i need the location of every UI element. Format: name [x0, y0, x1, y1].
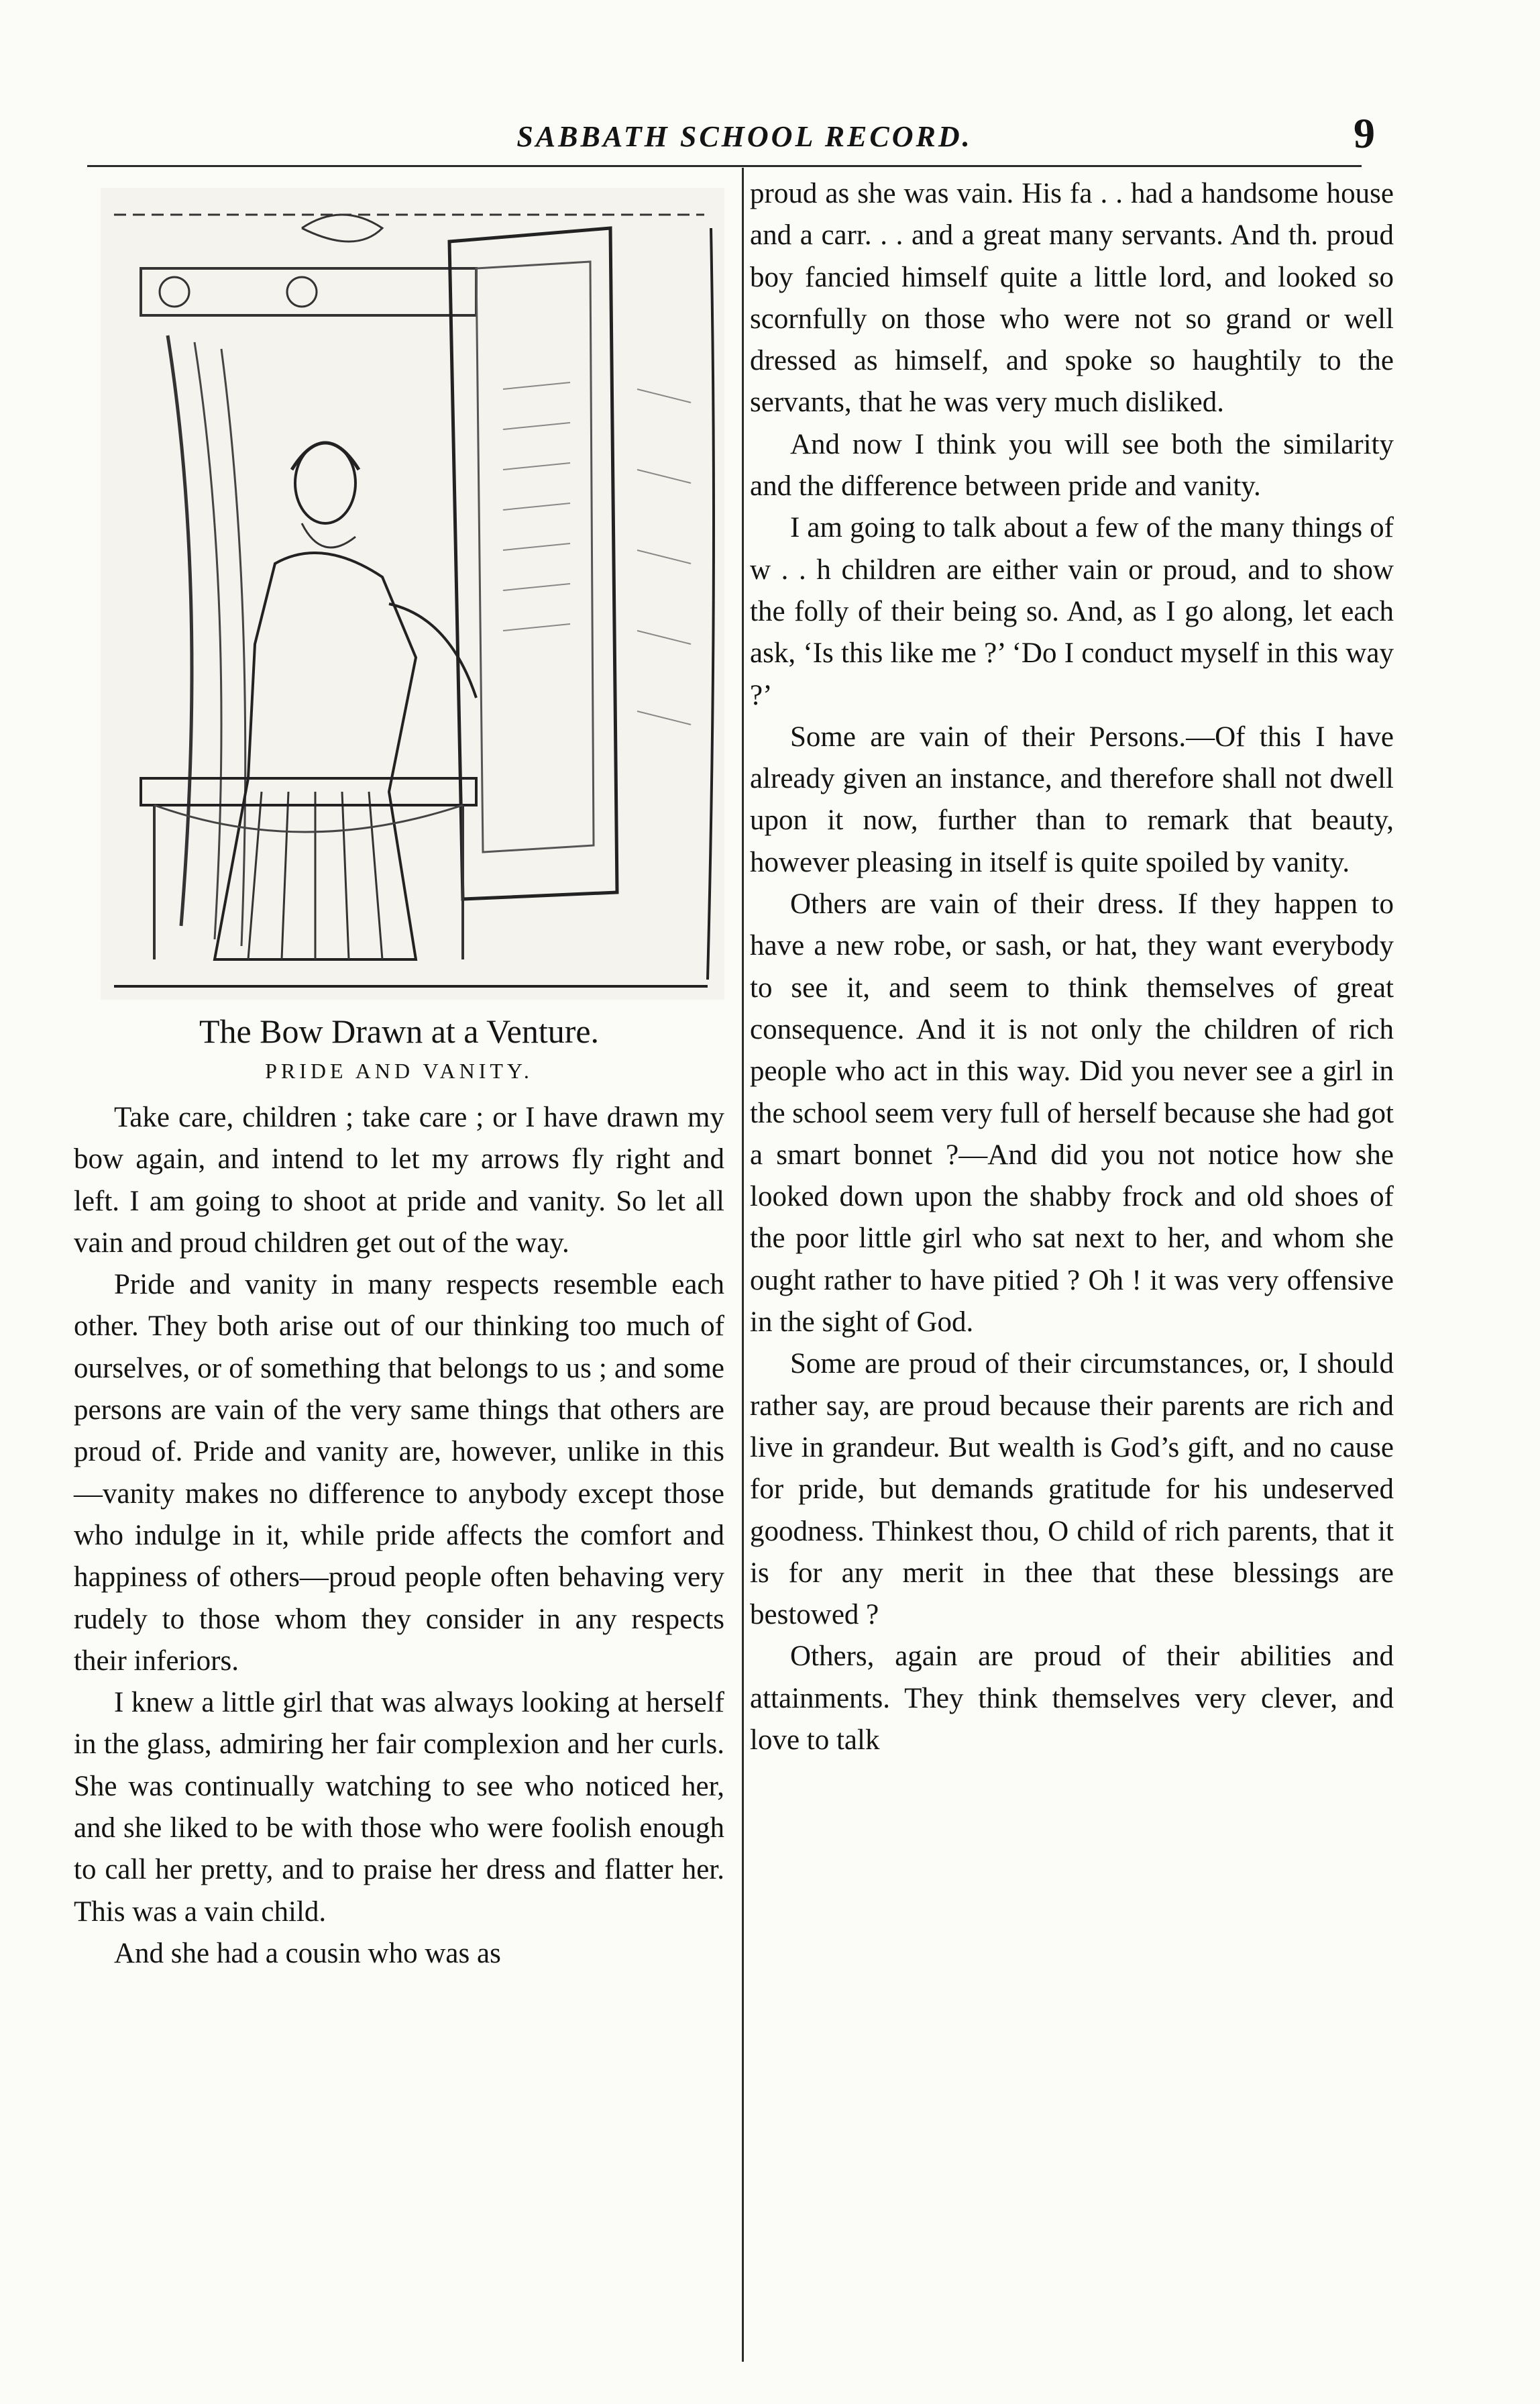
left-column: [74, 1097, 724, 1975]
paragraph: Some are proud of their circumstances, or, I should rather say, are proud because their parents are rich and live in grandeur. But wealth is God’s gift, and no cause for pride, but demands gratitude for his undeserved goodness. Thinkest thou, O child of rich parents, that it is for any merit in thee that these blessings are bestowed ?: [750, 1348, 1394, 1631]
paragraph: proud as she was vain. His fa . . had a handsome house and a carr. . . and a great many servants. And th. proud boy fancied himself quite a little lord, and looked so scornfully on those who were not so grand or well dressed as himself, and spoke so haughtily to the servants, that he was very much disliked.: [750, 178, 1394, 419]
engraving-illustration: [101, 188, 724, 1000]
page-number: 9: [1354, 109, 1375, 157]
column-divider: [742, 168, 744, 2362]
illustration-caption: The Bow Drawn at a Venture.: [199, 1012, 600, 1050]
paragraph: And now I think you will see both the similarity and the difference between pride and vanity.: [750, 428, 1394, 503]
right-column: [750, 173, 1394, 1761]
paragraph: I am going to talk about a few of the many things of w . . h children are either vain or proud, and to show the folly of their being so. And, as I go along, let each ask, ‘Is this like me ?’ ‘Do I conduct myself in this way ?’: [750, 512, 1394, 711]
header-rule: [87, 165, 1362, 170]
article-subhead: PRIDE AND VANITY.: [265, 1059, 533, 1083]
engraving-woman-at-dressing-table-icon: [101, 188, 724, 1000]
paragraph: Others, again are proud of their abilities and attainments. They think themselves very clever, and love to talk: [750, 1640, 1394, 1756]
paragraph: Take care, children ; take care ; or I have drawn my bow again, and intend to let my arrows fly right and left. I am going to shoot at pride and vanity. So let all vain and proud children get out of the way.: [74, 1102, 724, 1259]
paragraph: And she had a cousin who was as: [114, 1937, 501, 1969]
paragraph: Pride and vanity in many respects resemble each other. They both arise out of our thinking too much of ourselves, or of something that belongs to us ; and some persons are vain of the very same things that others are proud of. Pride and vanity are, however, unlike in this—vanity makes no difference to anybody except those who indulge in it, while pride affects the comfort and happiness of others—proud people often behaving very rudely to those whom they consider in any respects their inferiors.: [74, 1269, 724, 1677]
running-title: SABBATH SCHOOL RECORD.: [516, 120, 973, 153]
paragraph: I knew a little girl that was always looking at herself in the glass, admiring her fair complexion and her curls. She was continually watching to see who noticed her, and she liked to be with those who were foolish enough to call her pretty, and to praise her dress and flatter her. This was a vain child.: [74, 1687, 724, 1928]
paragraph: Some are vain of their Persons.—Of this I have already given an instance, and therefore shall not dwell upon it now, further than to remark that beauty, however pleasing in itself is quite spoiled by vanity.: [750, 721, 1394, 878]
paragraph: Others are vain of their dress. If they happen to have a new robe, or sash, or hat, they want everybody to see it, and seem to think themselves of great consequence. And it is not only the children of rich people who act in this way. Did you never see a girl in the school seem very full of herself because she had got a smart bonnet ?—And did you not notice how she looked down upon the shabby frock and old shoes of the poor little girl who sat next to her, and whom she ought rather to have pitied ? Oh ! it was very offensive in the sight of God.: [750, 888, 1394, 1339]
running-head: [87, 107, 1382, 161]
